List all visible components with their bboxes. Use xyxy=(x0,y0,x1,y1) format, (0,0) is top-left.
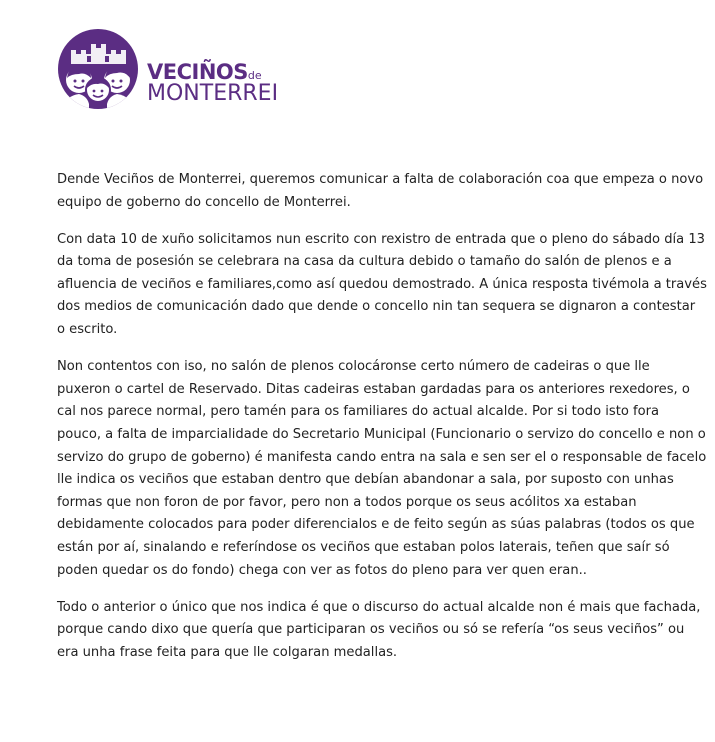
logo-name-de: de xyxy=(247,69,262,82)
family-faces-castle-icon xyxy=(57,28,139,110)
statement-body xyxy=(57,169,707,679)
logo xyxy=(57,28,287,112)
paragraph-session: Non contentos con iso, no salón de plenos colocáronse certo número de cadeiras o que lle puxeron o cartel de Reservado. Ditas cadeiras estaban gardadas para os anteriores rexedores, o cal nos parece normal, pero tamén para os familiares do actual alcalde. Por si todo isto fora pouco, a falta de imparcialidade do Secretario Municipal (Funcionario o servizo do concello e non o servizo do grupo de goberno) é manifesta cando entra na sala e sen ser el o responsable de facelo lle indica os veciños que estaban dentro que debían abandonar a sala, por suposto con unhas formas que non foron de por favor, pero non a todos porque os seus acólitos xa estaban debidamente colocados para poder diferencialos e de feito según as súas palabras (todos os que están por aí, sinalando e referíndose os veciños que estaban polos laterais, teñen que saír só poden quedar os do fondo) chega con ver as fotos do pleno para ver quen eran.. xyxy=(57,359,707,578)
logo-name-part2: MONTERREI xyxy=(147,81,279,106)
paragraph-conclusion: Todo o anterior o único que nos indica é que o discurso do actual alcalde non é mais que fachada, porque cando dixo que quería que participaran os veciños ou só se refería “os seus veciños” ou era unha frase feita para que lle colgaran medallas. xyxy=(57,599,701,660)
logo-name-part1: VECIÑOS xyxy=(147,60,248,84)
logo-wordmark xyxy=(147,62,278,105)
paragraph-request: Con data 10 de xuño solicitamos nun escrito con rexistro de entrada que o pleno do sábado día 13 da toma de posesión se celebrara na casa da cultura debido o tamaño do salón de plenos e a afluencia de veciños e familiares,como así quedou demostrado. A única resposta tivémola a través dos medios de comunicación dado que dende o concello nin tan sequera se dignaron a contestar o escrito. xyxy=(57,231,707,338)
paragraph-intro: Dende Veciños de Monterrei, queremos comunicar a falta de colaboración coa que empeza o novo equipo de goberno do concello de Monterrei. xyxy=(57,172,704,210)
